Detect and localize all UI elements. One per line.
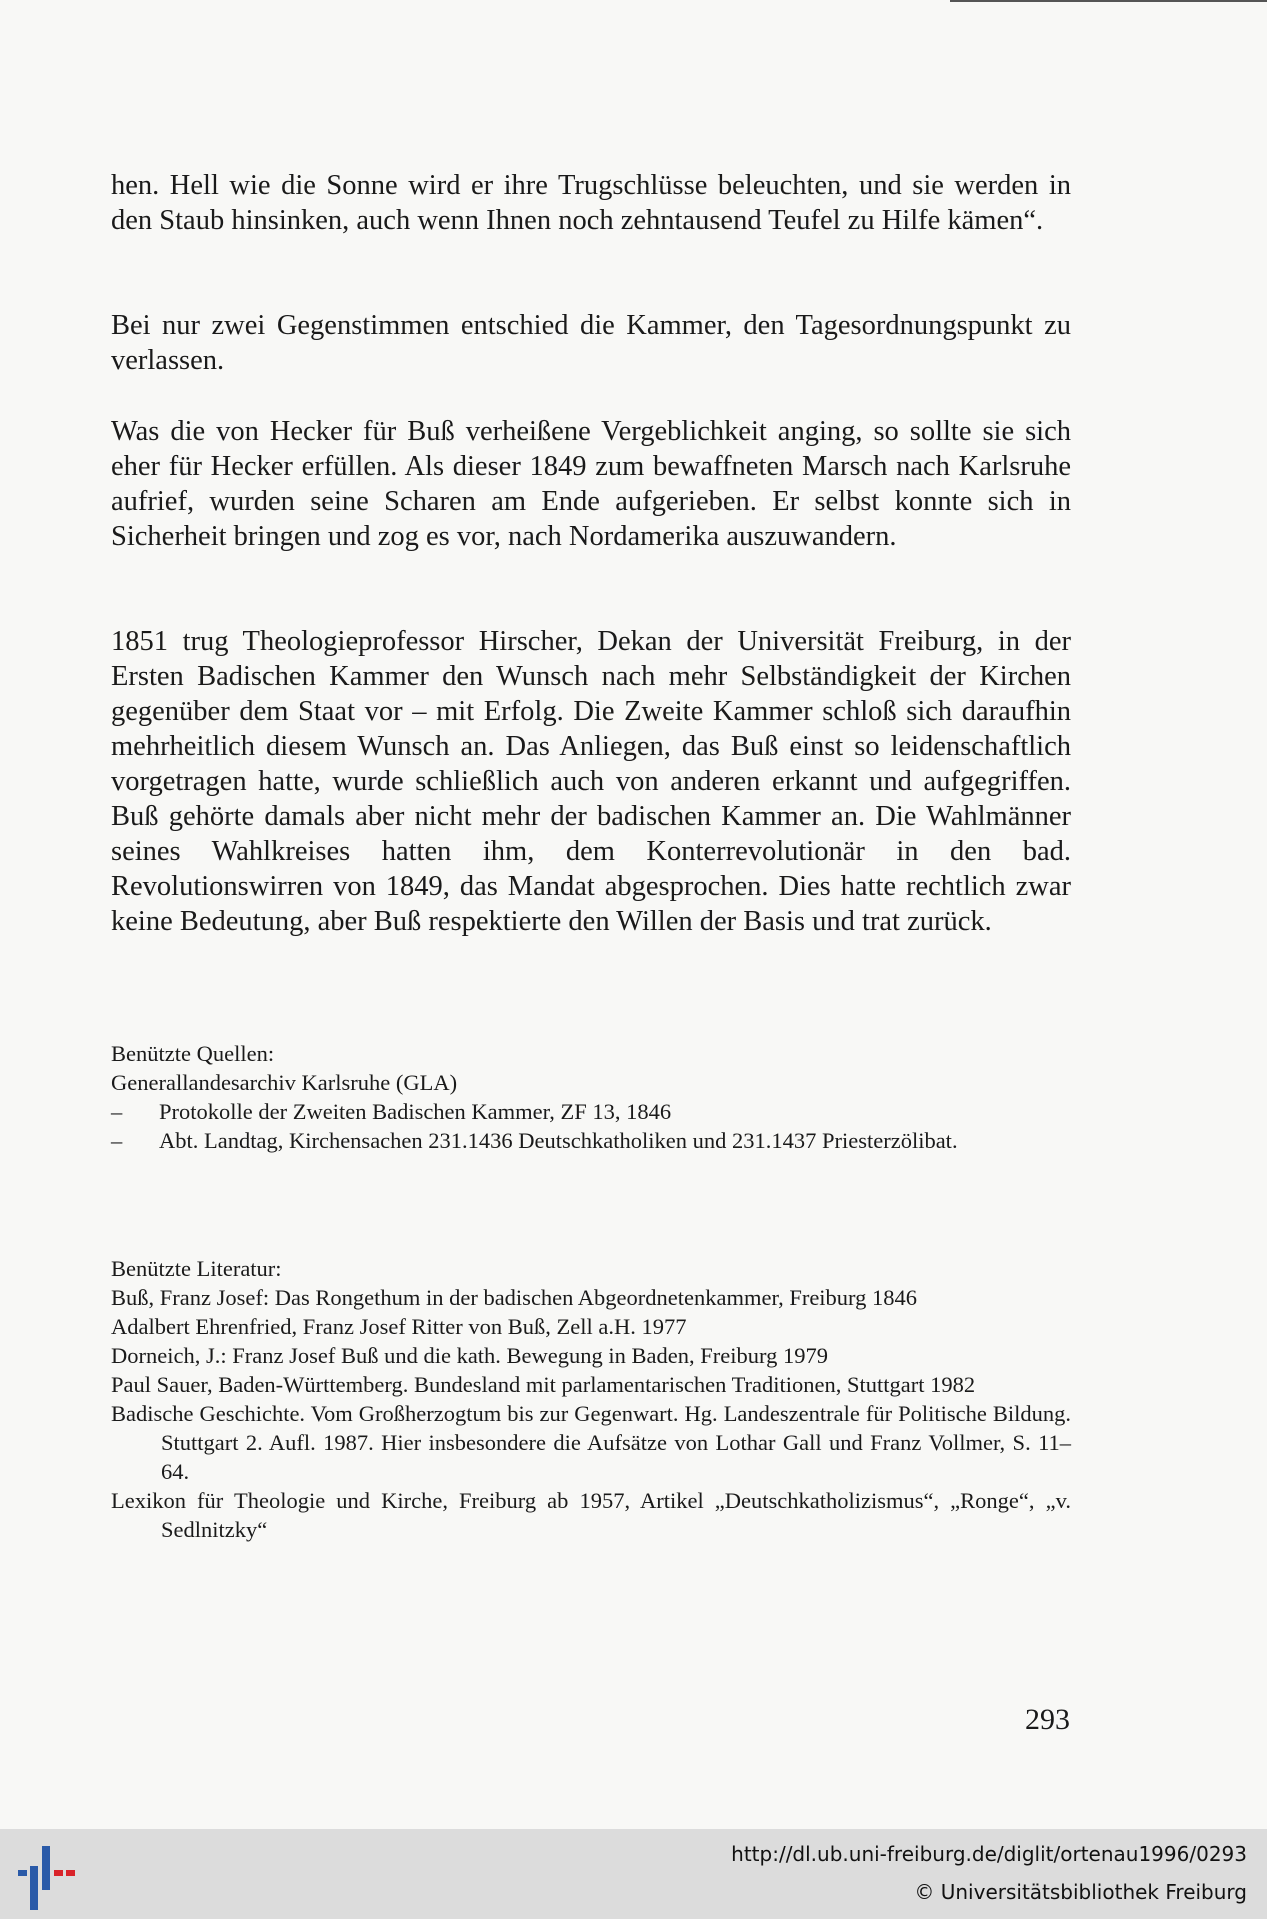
literature-section <box>111 1254 1071 1544</box>
source-item <box>111 1126 1071 1155</box>
literature-item: Lexikon für Theologie und Kirche, Freiburg ab 1957, Artikel „Deutschkatholizismus“, „Ronge“, „v. Sedlnitzky“ <box>111 1488 1071 1542</box>
sources-heading: Benützte Quellen: <box>111 1041 275 1066</box>
source-item <box>111 1097 1071 1126</box>
literature-item: Badische Geschichte. Vom Großherzogtum bis zur Gegenwart. Hg. Landeszentrale für Politische Bildung. Stuttgart 2. Aufl. 1987. Hier insbesondere die Aufsätze von Lothar Gall und Franz Vollmer, S. 11–64. <box>111 1401 1071 1484</box>
literature-item: Buß, Franz Josef: Das Rongethum in der badischen Abgeordnetenkammer, Freiburg 1846 <box>111 1285 918 1310</box>
footer-copyright: © Universitätsbibliothek Freiburg <box>914 1880 1247 1904</box>
sources-archive: Generallandesarchiv Karlsruhe (GLA) <box>111 1070 458 1095</box>
literature-item: Paul Sauer, Baden-Württemberg. Bundesland mit parlamentarischen Traditionen, Stuttgart 1982 <box>111 1372 976 1397</box>
source-item-text: Abt. Landtag, Kirchensachen 231.1436 Deutschkatholiken und 231.1437 Priesterzölibat. <box>159 1128 958 1153</box>
footer-permalink[interactable]: http://dl.ub.uni-freiburg.de/diglit/ortenau1996/0293 <box>731 1842 1247 1866</box>
ub-freiburg-logo-icon <box>16 1840 80 1912</box>
literature-item: Adalbert Ehrenfried, Franz Josef Ritter von Buß, Zell a.H. 1977 <box>111 1314 687 1339</box>
page-number: 293 <box>1025 1703 1070 1736</box>
top-edge-line <box>950 0 1267 2</box>
sources-section <box>111 1039 1071 1155</box>
paragraph-4: 1851 trug Theologieprofessor Hirscher, Dekan der Universität Freiburg, in der Ersten Badischen Kammer den Wunsch nach mehr Selbständigkeit der Kirchen gegenüber dem Staat vor – mit Erfolg. Die Zweite Kammer schloß sich daraufhin mehrheitlich diesem Wunsch an. Das Anliegen, das Buß einst so leidenschaftlich vorgetragen hatte, wurde schließlich auch von anderen erkannt und aufgegriffen. Buß gehörte damals aber nicht mehr der badischen Kammer an. Die Wahlmänner seines Wahlkreises hatten ihm, dem Konterrevolutionär in den bad. Revolutionswirren von 1849, das Mandat abgesprochen. Dies hatte rechtlich zwar keine Bedeutung, aber Buß respektierte den Willen der Basis und trat zurück. <box>111 626 1071 937</box>
paragraph-1: hen. Hell wie die Sonne wird er ihre Trugschlüsse beleuchten, und sie werden in den Staub hinsinken, auch wenn Ihnen noch zehntausend Teufel zu Hilfe kämen“. <box>111 170 1071 236</box>
literature-heading: Benützte Literatur: <box>111 1256 282 1281</box>
literature-item: Dorneich, J.: Franz Josef Buß und die kath. Bewegung in Baden, Freiburg 1979 <box>111 1343 828 1368</box>
paragraph-3: Was die von Hecker für Buß verheißene Vergeblichkeit anging, so sollte sie sich eher für Hecker erfüllen. Als dieser 1849 zum bewaffneten Marsch nach Karlsruhe aufrief, wurden seine Scharen am Ende aufgerieben. Er selbst konnte sich in Sicherheit bringen und zog es vor, nach Nordamerika auszuwandern. <box>111 416 1071 552</box>
list-dash: – <box>111 1099 123 1124</box>
paragraph-2: Bei nur zwei Gegenstimmen entschied die Kammer, den Tagesordnungspunkt zu verlassen. <box>111 310 1071 376</box>
source-item-text: Protokolle der Zweiten Badischen Kammer, ZF 13, 1846 <box>159 1099 672 1124</box>
list-dash: – <box>111 1128 123 1153</box>
